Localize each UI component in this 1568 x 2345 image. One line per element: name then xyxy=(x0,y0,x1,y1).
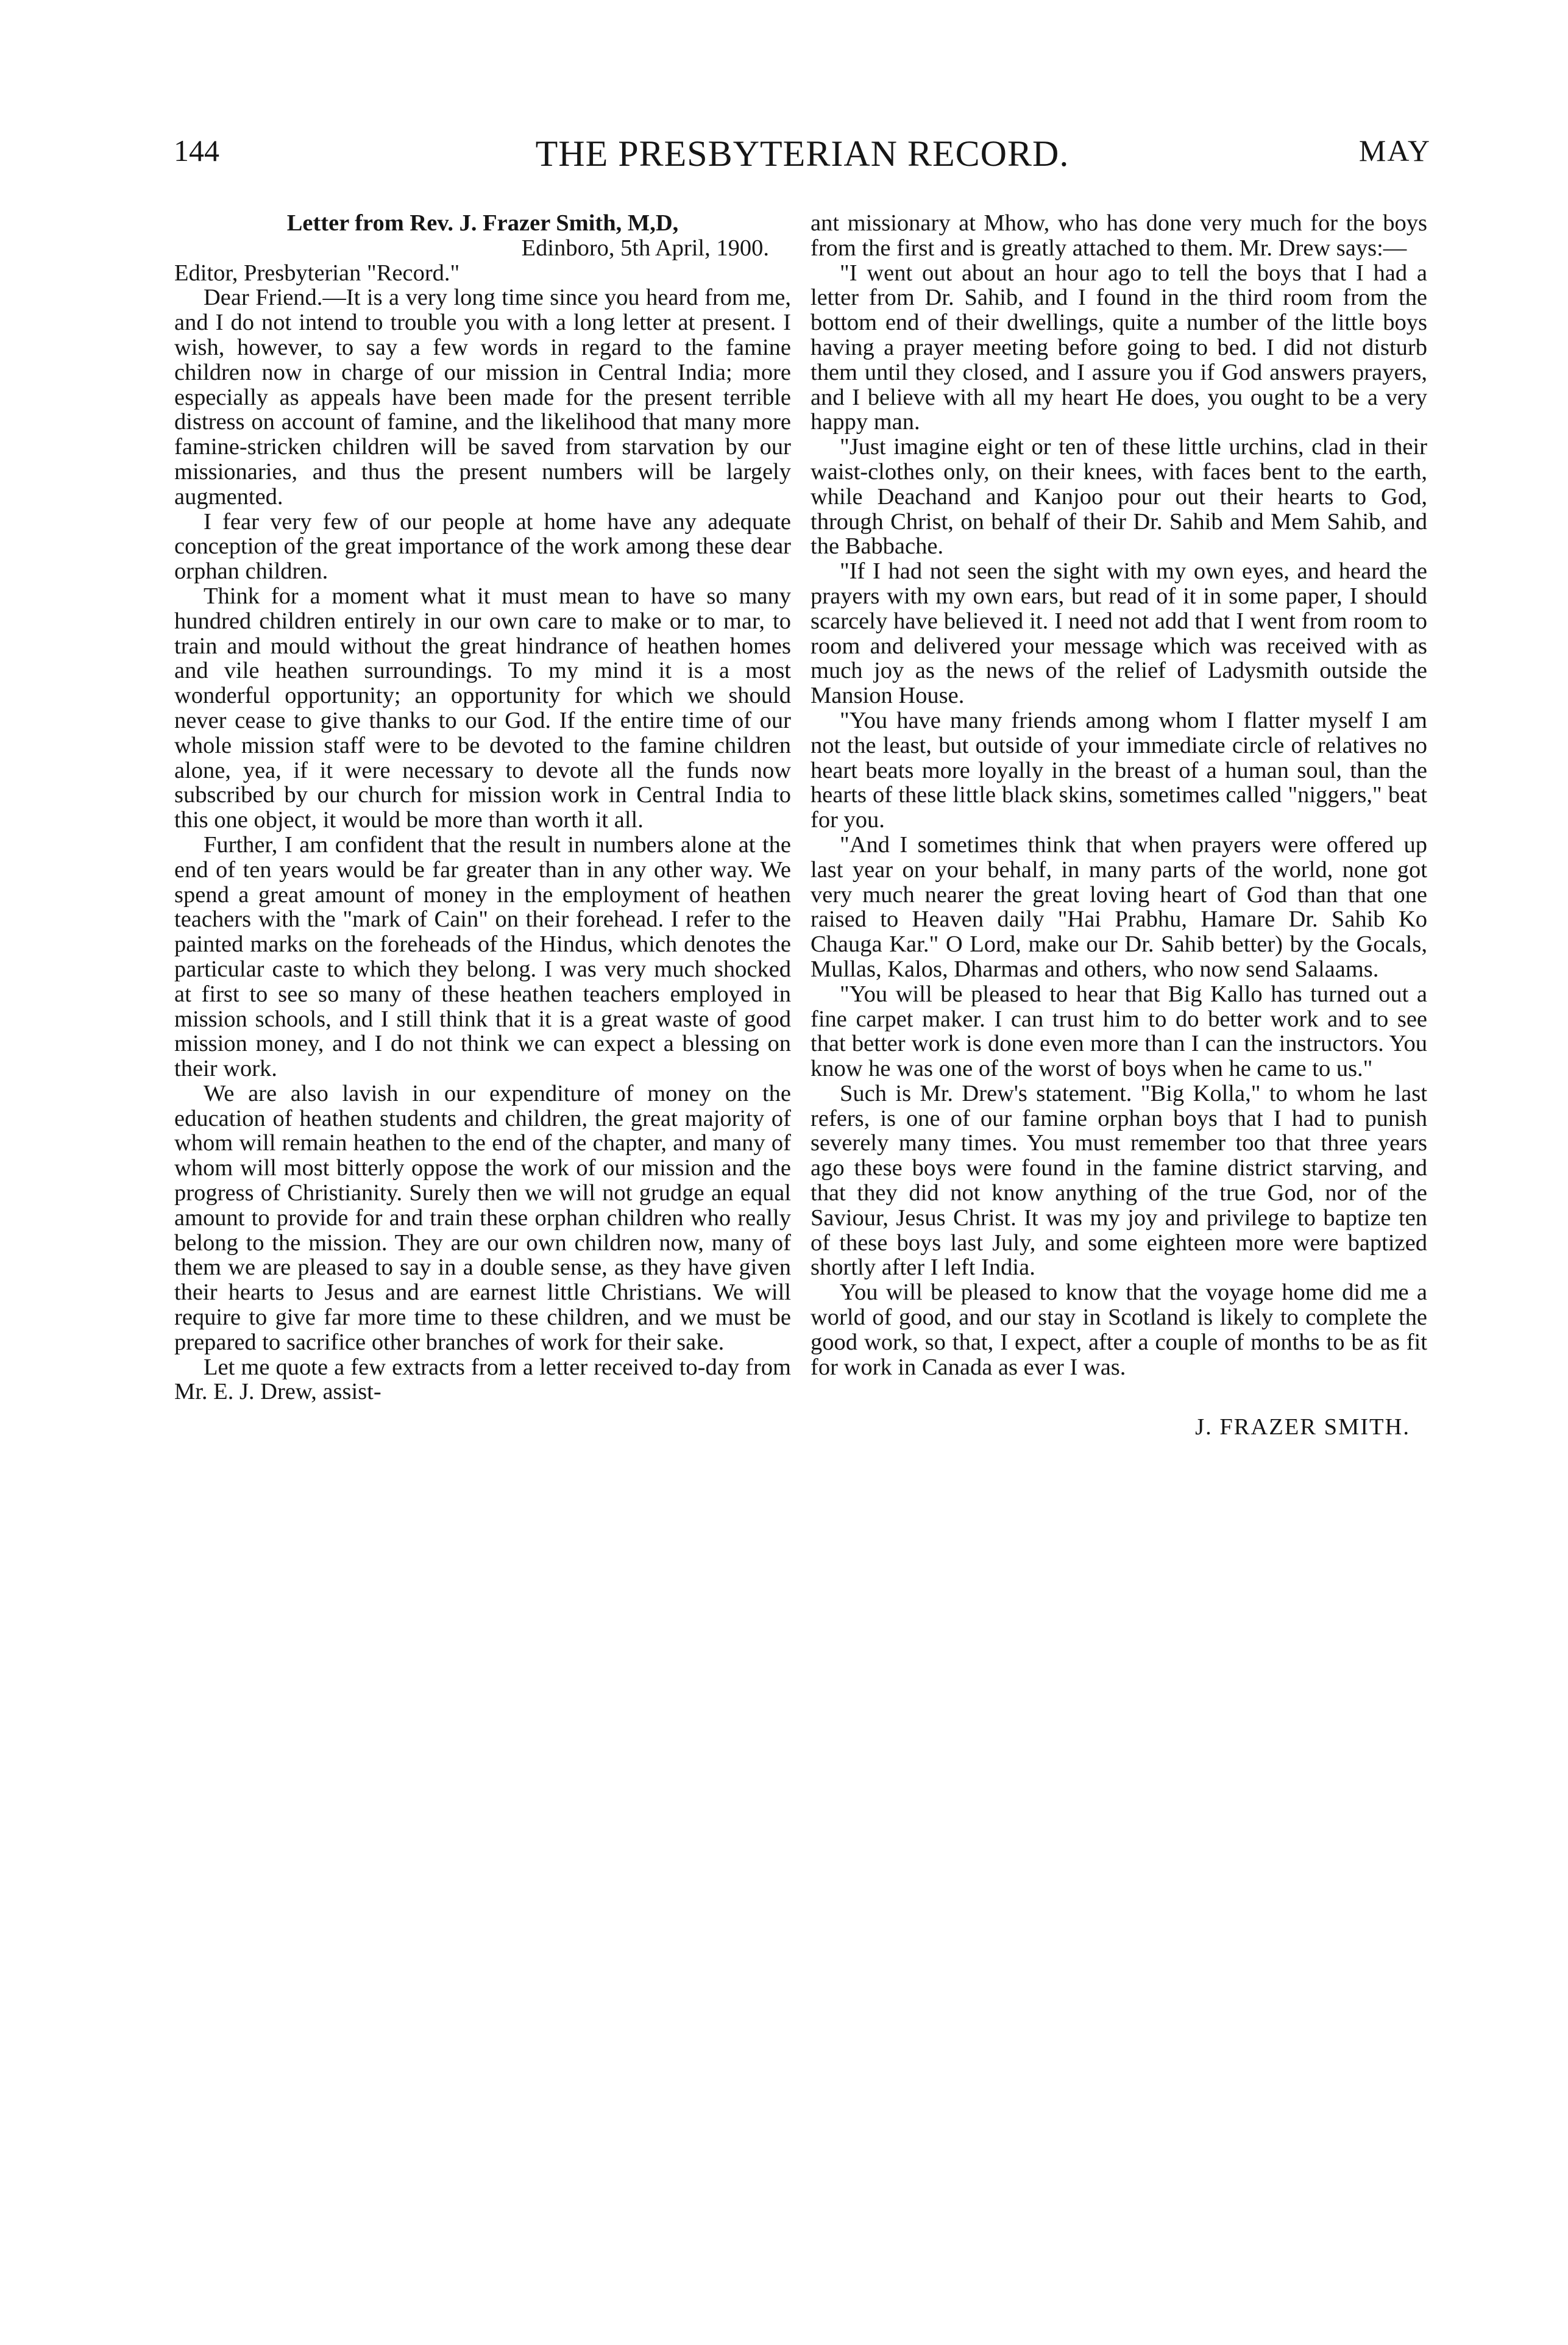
paragraph-continuation: ant missionary at Mhow, who has done very much for the boys from the first and is greatly attached to them. Mr. Drew says:— xyxy=(811,210,1427,261)
paragraph: Further, I am confident that the result in numbers alone at the end of ten years would be far greater than in any other way. We spend a great amount of money in the employment of heathen teachers with the "mark of Cain" on their forehead. I refer to the painted marks on the foreheads of the Hindus, which denotes the particular caste to which they belong. I was very much shocked at first to see so many of these heathen teachers employed in mission schools, and I still think that it is a great waste of good mission money, and I do not think we can expect a blessing on their work. xyxy=(174,831,791,1082)
left-column xyxy=(174,211,791,1404)
paragraph: "If I had not seen the sight with my own eyes, and heard the prayers with my own ears, but read of it in some paper, I should scarcely have believed it. I need not add that I went from room to room and delivered your message which was received with as much joy as the news of the relief of Ladysmith outside the Mansion House. xyxy=(811,558,1427,709)
paragraph: Such is Mr. Drew's statement. "Big Kolla," to whom he last refers, is one of our famine orphan boys that I had to punish severely many times. You must remember too that three years ago these boys were found in the famine district starving, and that they did not know anything of the true God, nor of the Saviour, Jesus Christ. It was my joy and privilege to baptize ten of these boys last July, and some eighteen more were baptized shortly after I left India. xyxy=(811,1080,1427,1281)
paragraph: Think for a moment what it must mean to have so many hundred children entirely in our own care to make or to mar, to train and mould without the great hindrance of heathen homes and vile heathen surroundings. To my mind it is a most wonderful opportunity; an opportunity for which we should never cease to give thanks to our God. If the entire time of our whole mission staff were to be devoted to the famine children alone, yea, if it were necessary to devote all the funds now subscribed by our church for mission work in Central India to this one object, it would be more than worth it all. xyxy=(174,583,791,833)
signature: J. FRAZER SMITH. xyxy=(1195,1414,1410,1440)
paragraph: Let me quote a few extracts from a letter received to-day from Mr. E. J. Drew, assist- xyxy=(174,1354,791,1405)
paragraph: "Just imagine eight or ten of these little urchins, clad in their waist-clothes only, on their knees, with faces bent to the earth, while Deachand and Kanjoo pour out their hearts to God, through Christ, on behalf of their Dr. Sahib and Mem Sahib, and the Babbache. xyxy=(811,434,1427,560)
paragraph: You will be pleased to know that the voyage home did me a world of good, and our stay in Scotland is likely to complete the good work, so that, I expect, after a couple of months to be as fit for work in Canada as ever I was. xyxy=(811,1279,1427,1380)
paragraph: "And I sometimes think that when prayers were offered up last year on your behalf, in many parts of the world, none got very much nearer the great loving heart of God than that one raised to Heaven daily "Hai Prabhu, Hamare Dr. Sahib Ko Chauga Kar." O Lord, make our Dr. Sahib better) by the Gocals, Mullas, Kalos, Dharmas and others, who now send Salaams. xyxy=(811,831,1427,982)
issue-month: MAY xyxy=(1358,133,1431,168)
paragraph: "You will be pleased to hear that Big Kallo has turned out a fine carpet maker. I can trust him to do better work and to see that better work is done even more than I can the instructors. You know he was one of the worst of boys when he came to us." xyxy=(811,981,1427,1082)
paragraph: "You have many friends among whom I flatter myself I am not the least, but outside of your immediate circle of relatives no heart beats more loyally in the breast of a human soul, than the hearts of these little black skins, sometimes called "niggers," beat for you. xyxy=(811,707,1427,833)
paragraph: I fear very few of our people at home have any adequate conception of the great importance of the work among these dear orphan children. xyxy=(174,508,791,585)
publication-title: THE PRESBYTERIAN RECORD. xyxy=(535,133,1070,174)
paragraph: "I went out about an hour ago to tell the boys that I had a letter from Dr. Sahib, and I found in the third room from the bottom end of their dwellings, quite a number of the little boys having a prayer meeting before going to bed. I did not disturb them until they closed, and I assure you if God answers prayers, and I believe with all my heart He does, you ought to be a very happy man. xyxy=(811,260,1427,435)
page-number: 144 xyxy=(174,133,219,168)
letter-address: Editor, Presbyterian "Record." xyxy=(174,260,460,286)
page-header xyxy=(174,133,1431,182)
letter-dateline: Edinboro, 5th April, 1900. xyxy=(521,235,769,261)
paragraph: Dear Friend.—It is a very long time since you heard from me, and I do not intend to trouble you with a long letter at present. I wish, however, to say a few words in regard to the famine children now in charge of our mission in Central India; more especially as appeals have been made for the present terrible distress on account of famine, and the likelihood that many more famine-stricken children will be saved from starvation by our missionaries, and thus the present numbers will be largely augmented. xyxy=(174,285,791,510)
right-column xyxy=(811,211,1427,1440)
letter-headline: Letter from Rev. J. Frazer Smith, M,D, xyxy=(286,210,679,236)
paragraph: We are also lavish in our expenditure of money on the education of heathen students and children, the great majority of whom will remain heathen to the end of the chapter, and many of whom will most bitterly oppose the work of our mission and the progress of Christianity. Surely then we will not grudge an equal amount to provide for and train these orphan children who really belong to the mission. They are our own children now, many of them we are pleased to say in a double sense, as they have given their hearts to Jesus and are earnest little Christians. We will require to give far more time to these children, and we must be prepared to sacrifice other branches of work for their sake. xyxy=(174,1080,791,1355)
